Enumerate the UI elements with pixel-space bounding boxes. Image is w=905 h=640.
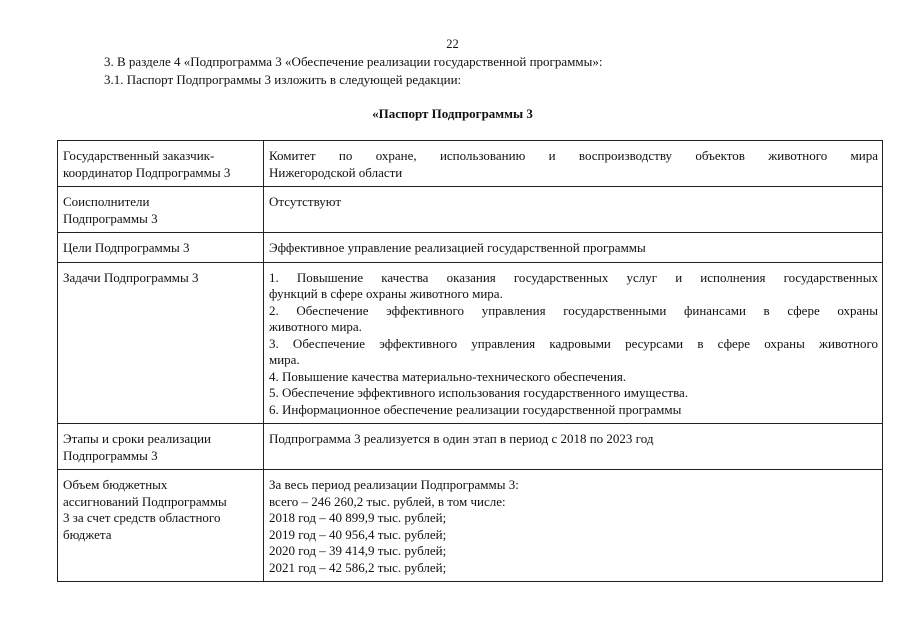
value-line: Комитет по охране, использованию и воспроизводству объектов животного мира <box>269 148 878 163</box>
value-tasks <box>264 262 883 424</box>
task-line: 6. Информационное обеспечение реализации государственной программы <box>269 401 682 417</box>
label-line: ассигнований Подпрограммы <box>63 493 227 509</box>
intro-line-section: 3. В разделе 4 «Подпрограмма 3 «Обеспечение реализации государственной программы»: <box>104 54 603 69</box>
passport-title: «Паспорт Подпрограммы 3 <box>372 106 533 121</box>
value-line: Отсутствуют <box>269 194 342 209</box>
budget-line: всего – 246 260,2 тыс. рублей, в том числе: <box>269 493 506 509</box>
table-row-customer <box>58 141 883 187</box>
label-line: 3 за счет средств областного <box>63 510 221 525</box>
table-row-tasks <box>58 262 883 424</box>
task-line: животного мира. <box>269 319 362 334</box>
label-line: Подпрограммы 3 <box>63 447 158 463</box>
task-line: 3. Обеспечение эффективного управления кадровыми ресурсами в сфере охраны животного <box>269 335 878 351</box>
label-customer <box>58 141 264 187</box>
table-row-budget <box>58 470 883 582</box>
budget-line: 2018 год – 40 899,9 тыс. рублей; <box>269 510 447 525</box>
task-line: 4. Повышение качества материально-технического обеспечения. <box>269 368 627 384</box>
label-tasks <box>58 262 264 424</box>
label-budget <box>58 470 264 582</box>
intro-line-passport: 3.1. Паспорт Подпрограммы 3 изложить в следующей редакции: <box>104 72 462 87</box>
passport-table <box>57 140 883 582</box>
table-row-stages <box>58 424 883 470</box>
value-line: Эффективное управление реализацией государственной программы <box>269 240 646 255</box>
task-line: мира. <box>269 352 300 367</box>
task-line: 5. Обеспечение эффективного использования государственного имущества. <box>269 385 689 400</box>
budget-line: 2020 год – 39 414,9 тыс. рублей; <box>269 543 447 558</box>
page-number: 22 <box>446 37 459 51</box>
value-budget <box>264 470 883 582</box>
budget-line: 2021 год – 42 586,2 тыс. рублей; <box>269 559 447 575</box>
label-line: Соисполнители <box>63 194 150 209</box>
table-row-goals <box>58 233 883 263</box>
value-customer <box>264 141 883 187</box>
task-line: функций в сфере охраны животного мира. <box>269 286 503 301</box>
label-goals <box>58 233 264 263</box>
task-line: 2. Обеспечение эффективного управления государственными финансами в сфере охраны <box>269 302 878 318</box>
label-line: координатор Подпрограммы 3 <box>63 164 231 180</box>
budget-line: За весь период реализации Подпрограммы 3: <box>269 477 519 492</box>
label-line: Объем бюджетных <box>63 477 168 492</box>
task-line: 1. Повышение качества оказания государственных услуг и исполнения государственных <box>269 269 878 285</box>
label-line: Этапы и сроки реализации <box>63 431 211 446</box>
label-line: бюджета <box>63 526 112 542</box>
value-line: Подпрограмма 3 реализуется в один этап в период с 2018 по 2023 год <box>269 431 654 446</box>
table-row-coexecutors <box>58 187 883 233</box>
label-line: Подпрограммы 3 <box>63 210 158 226</box>
budget-line: 2019 год – 40 956,4 тыс. рублей; <box>269 526 447 542</box>
label-line: Цели Подпрограммы 3 <box>63 240 190 255</box>
value-line: Нижегородской области <box>269 164 403 180</box>
label-line: Государственный заказчик- <box>63 148 215 163</box>
value-coexecutors <box>264 187 883 233</box>
value-stages <box>264 424 883 470</box>
value-goals <box>264 233 883 263</box>
label-line: Задачи Подпрограммы 3 <box>63 269 199 285</box>
label-stages <box>58 424 264 470</box>
label-coexecutors <box>58 187 264 233</box>
